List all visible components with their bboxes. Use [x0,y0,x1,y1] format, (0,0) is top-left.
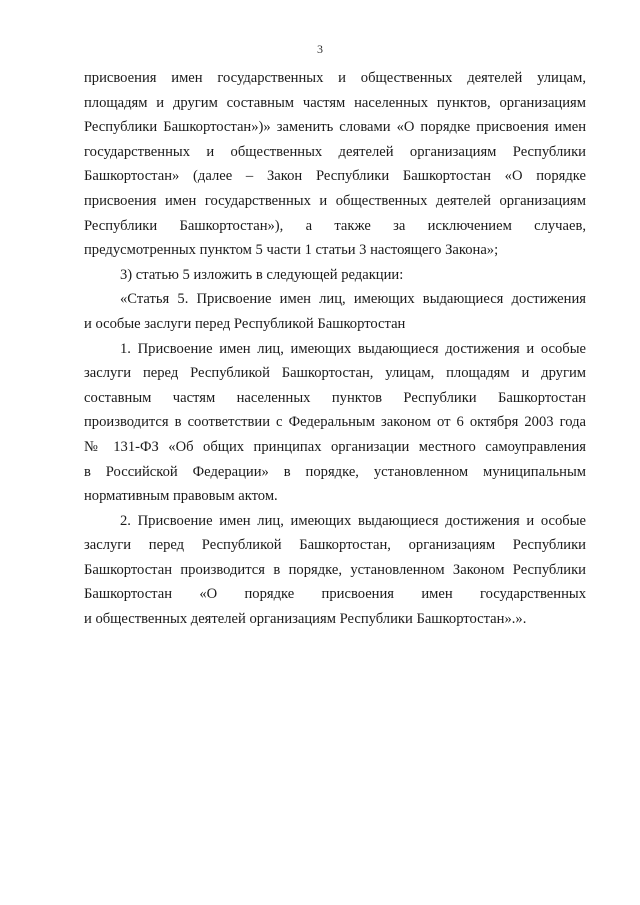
text-line: площадям и другим составным частям населенных пунктов, организациям [84,94,586,111]
text-line: Башкортостан «О порядке присвоения имен государственных [84,586,586,603]
text-line: присвоения имен государственных и общественных деятелей организациям [84,192,586,209]
text-line: Республики Башкортостан»), а также за исключением случаев, [84,217,586,234]
text-line: и общественных деятелей организациям Республики Башкортостан».». [84,611,527,628]
page-number: 3 [317,42,323,56]
text-line: Республики Башкортостан»)» заменить словами «О порядке присвоения имен [84,119,586,136]
text-line: составным частям населенных пунктов Республики Башкортостан [84,389,586,406]
text-line: Башкортостан» (далее – Закон Республики Башкортостан «О порядке [84,168,586,185]
text-line: Башкортостан производится в порядке, установленном Законом Республики [84,561,586,578]
text-line: № 131-ФЗ «Об общих принципах организации местного самоуправления [84,438,586,455]
text-line: в Российской Федерации» в порядке, установленном муниципальным [84,463,586,480]
text-line: и особые заслуги перед Республикой Башкортостан [84,315,406,332]
text-line: предусмотренных пунктом 5 части 1 статьи 3 настоящего Закона»; [84,242,499,259]
text-line: нормативным правовым актом. [84,488,278,505]
document-body [84,66,586,632]
text-line: государственных и общественных деятелей организациям Республики [84,143,586,160]
text-line: 2. Присвоение имен лиц, имеющих выдающиеся достижения и особые [120,512,586,529]
text-line: заслуги перед Республикой Башкортостан, улицам, площадям и другим [84,365,586,382]
text-line: заслуги перед Республикой Башкортостан, организациям Республики [84,537,586,554]
text-line: «Статья 5. Присвоение имен лиц, имеющих выдающиеся достижения [120,291,586,308]
text-line: присвоения имен государственных и общественных деятелей улицам, [84,70,586,86]
text-line: производится в соответствии с Федеральным законом от 6 октября 2003 года [84,414,586,431]
text-line: 3) статью 5 изложить в следующей редакции: [120,266,404,283]
text-line: 1. Присвоение имен лиц, имеющих выдающиеся достижения и особые [120,340,586,357]
